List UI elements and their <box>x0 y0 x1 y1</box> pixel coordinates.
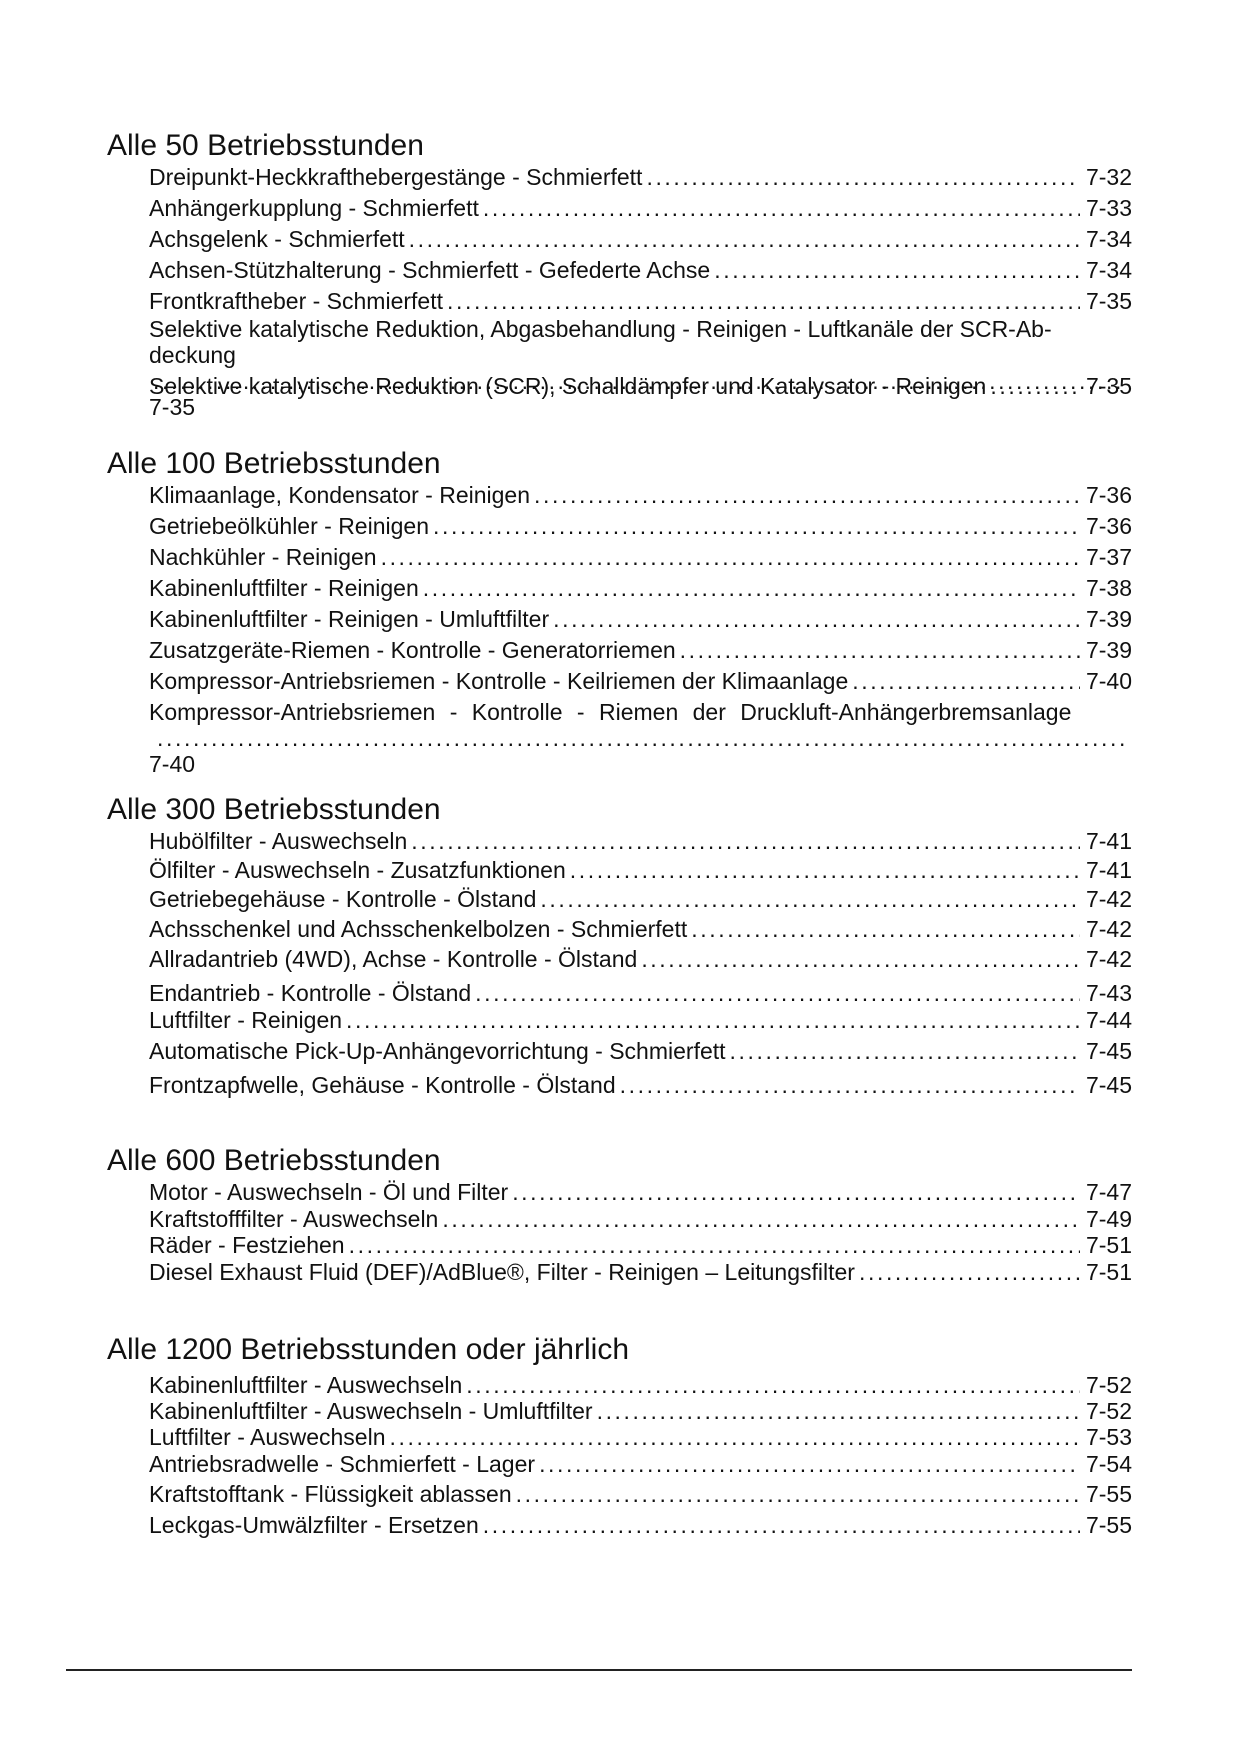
toc-entry[interactable] <box>149 1398 1132 1424</box>
entry-label: Getriebeölkühler - Reinigen <box>149 513 429 539</box>
toc-entry[interactable] <box>149 1451 1132 1481</box>
dot-leader <box>553 606 1080 632</box>
dot-leader <box>349 1232 1080 1258</box>
toc-entry[interactable] <box>149 257 1132 288</box>
entry-label: deckung <box>149 342 236 368</box>
dot-leader <box>157 725 1126 751</box>
entry-label: Kraftstofffilter - Auswechseln <box>149 1206 439 1232</box>
entry-page: 7-34 <box>1085 226 1132 252</box>
entry-label: Kabinenluftfilter - Auswechseln - Umluftfilter <box>149 1398 593 1424</box>
entry-page: 7-38 <box>1085 575 1132 601</box>
entry-page: 7-52 <box>1085 1398 1132 1424</box>
toc-entry[interactable] <box>149 482 1132 513</box>
entry-page: 7-52 <box>1085 1372 1132 1398</box>
dot-leader <box>570 857 1080 883</box>
entry-page: 7-42 <box>1085 916 1132 942</box>
entry-label: Nachkühler - Reinigen <box>149 544 377 570</box>
dot-leader <box>730 1038 1080 1064</box>
entry-page: 7-42 <box>1085 886 1132 912</box>
entry-page: 7-55 <box>1085 1481 1132 1507</box>
entry-label: Kraftstofftank - Flüssigkeit ablassen <box>149 1481 512 1507</box>
dot-leader <box>483 195 1080 221</box>
toc-entry[interactable] <box>149 544 1132 575</box>
section-title: Alle 600 Betriebsstunden <box>107 1144 441 1177</box>
dot-leader <box>409 226 1080 252</box>
entry-list <box>149 482 1132 777</box>
dot-leader <box>597 1398 1080 1424</box>
entry-list <box>149 1372 1132 1543</box>
entry-page: 7-47 <box>1085 1179 1132 1205</box>
dot-leader <box>433 513 1080 539</box>
entry-page: 7-41 <box>1085 828 1132 854</box>
section-title: Alle 300 Betriebsstunden <box>107 793 441 826</box>
toc-entry[interactable] <box>149 1072 1132 1103</box>
dot-leader <box>346 1007 1080 1033</box>
entry-label: Kompressor-Antriebsriemen - Kontrolle - Keilriemen der Klimaanlage <box>149 668 849 694</box>
entry-label: Luftfilter - Reinigen <box>149 1007 343 1033</box>
dot-leader <box>381 544 1080 570</box>
dot-leader <box>691 916 1080 942</box>
toc-entry[interactable] <box>149 980 1132 1007</box>
section-1200h <box>107 1332 1132 1543</box>
dot-leader <box>540 886 1080 912</box>
entry-page: 7-44 <box>1085 1007 1132 1033</box>
entry-page: 7-39 <box>1085 606 1132 632</box>
entry-label: Zusatzgeräte-Riemen - Kontrolle - Generatorriemen <box>149 637 676 663</box>
dot-leader <box>646 164 1080 190</box>
toc-entry[interactable] <box>149 1038 1132 1072</box>
entry-label: Kabinenluftfilter - Reinigen <box>149 575 419 601</box>
entry-label: Hubölfilter - Auswechseln <box>149 828 408 854</box>
dot-leader <box>390 1424 1080 1450</box>
dot-leader <box>714 257 1080 283</box>
entry-page: 7-35 <box>1085 373 1132 399</box>
toc-entry[interactable] <box>149 1481 1132 1512</box>
entry-page: 7-43 <box>1085 980 1132 1006</box>
entry-page: 7-40 <box>1085 668 1132 694</box>
toc-entry[interactable] <box>149 1372 1132 1398</box>
entry-label: Leckgas-Umwälzfilter - Ersetzen <box>149 1512 479 1538</box>
entry-list <box>149 1179 1132 1286</box>
entry-label: Motor - Auswechseln - Öl und Filter <box>149 1179 509 1205</box>
toc-entry[interactable] <box>149 857 1132 886</box>
entry-page: 7-41 <box>1085 857 1132 883</box>
entry-page: 7-51 <box>1085 1232 1132 1258</box>
toc-entry[interactable] <box>149 637 1132 668</box>
entry-label: Frontzapfwelle, Gehäuse - Kontrolle - Ölstand <box>149 1072 616 1098</box>
entry-page: 7-34 <box>1085 257 1132 283</box>
toc-entry[interactable] <box>149 513 1132 544</box>
section-title: Alle 100 Betriebsstunden <box>107 447 441 480</box>
entry-label: Dreipunkt-Heckkrafthebergestänge - Schmierfett <box>149 164 643 190</box>
toc-entry[interactable] <box>149 946 1132 980</box>
entry-label: Ölfilter - Auswechseln - Zusatzfunktionen <box>149 857 566 883</box>
dot-leader <box>475 980 1080 1006</box>
toc-entry[interactable] <box>149 1424 1132 1451</box>
dot-leader <box>680 637 1080 663</box>
entry-label: Achsen-Stützhalterung - Schmierfett - Gefederte Achse <box>149 257 711 283</box>
dot-leader <box>641 946 1080 972</box>
toc-entry[interactable] <box>149 164 1132 195</box>
entry-page: 7-54 <box>1085 1451 1132 1477</box>
entry-page: 7-35 <box>1085 288 1132 314</box>
entry-page: 7-36 <box>1085 513 1132 539</box>
toc-entry[interactable] <box>149 886 1132 916</box>
entry-page: 7-36 <box>1085 482 1132 508</box>
entry-list <box>149 164 1132 420</box>
toc-entry[interactable] <box>149 1512 1132 1543</box>
dot-leader <box>539 1451 1080 1477</box>
dot-leader <box>423 575 1080 601</box>
section-50h <box>107 128 1132 420</box>
entry-page: 7-49 <box>1085 1206 1132 1232</box>
entry-label: Anhängerkupplung - Schmierfett <box>149 195 479 221</box>
entry-page: 7-45 <box>1085 1072 1132 1098</box>
dot-leader <box>516 1481 1080 1507</box>
entry-label: Getriebegehäuse - Kontrolle - Ölstand <box>149 886 537 912</box>
entry-label: Kabinenluftfilter - Auswechseln <box>149 1372 463 1398</box>
toc-entry[interactable] <box>149 1259 1132 1286</box>
toc-entry[interactable] <box>149 916 1132 946</box>
entry-page: 7-42 <box>1085 946 1132 972</box>
entry-page: 7-39 <box>1085 637 1132 663</box>
entry-label: Selektive katalytische Reduktion (SCR), Schalldämpfer und Katalysator - Reinigen <box>149 373 987 399</box>
section-100h <box>107 446 1132 777</box>
dot-leader <box>411 828 1080 854</box>
entry-page: 7-51 <box>1085 1259 1132 1285</box>
section-title: Alle 1200 Betriebsstunden oder jährlich <box>107 1333 629 1366</box>
toc-entry[interactable] <box>149 1206 1132 1232</box>
section-title: Alle 50 Betriebsstunden <box>107 129 424 162</box>
entry-label: Antriebsradwelle - Schmierfett - Lager <box>149 1451 536 1477</box>
toc-entry[interactable] <box>149 1232 1132 1259</box>
dot-leader <box>466 1372 1080 1398</box>
entry-page: 7-37 <box>1085 544 1132 570</box>
entry-page: 7-40 <box>149 751 196 777</box>
entry-label: Frontkraftheber - Schmierfett <box>149 288 443 314</box>
entry-page: 7-55 <box>1085 1512 1132 1538</box>
toc-entry[interactable] <box>149 606 1132 637</box>
toc-entry[interactable] <box>149 668 1132 699</box>
entry-label: Luftfilter - Auswechseln <box>149 1424 386 1450</box>
entry-page: 7-53 <box>1085 1424 1132 1450</box>
entry-page: 7-45 <box>1085 1038 1132 1064</box>
dot-leader <box>852 668 1080 694</box>
entry-list <box>149 828 1132 1103</box>
entry-label: Diesel Exhaust Fluid (DEF)/AdBlue®, Filter - Reinigen – Leitungsfilter <box>149 1259 855 1285</box>
dot-leader <box>512 1179 1080 1205</box>
section-300h <box>107 792 1132 1103</box>
entry-label: Klimaanlage, Kondensator - Reinigen <box>149 482 531 508</box>
entry-label: Achsschenkel und Achsschenkelbolzen - Schmierfett <box>149 916 688 942</box>
dot-leader <box>447 288 1080 314</box>
footer-rule <box>66 1669 1132 1671</box>
toc-entry[interactable] <box>149 373 1132 404</box>
dot-leader <box>483 1512 1080 1538</box>
entry-page: 7-35 <box>149 394 196 420</box>
entry-page: 7-32 <box>1085 164 1132 190</box>
entry-label: Räder - Festziehen <box>149 1232 345 1258</box>
toc-entry[interactable] <box>149 288 1132 316</box>
dot-leader <box>534 482 1080 508</box>
entry-page: 7-33 <box>1085 195 1132 221</box>
toc-entry[interactable] <box>149 699 1132 777</box>
entry-label-line1: Selektive katalytische Reduktion, Abgasbehandlung - Reinigen - Luftkanäle der SCR-Ab- <box>149 316 1052 342</box>
toc-entry[interactable] <box>149 828 1132 857</box>
entry-label: Achsgelenk - Schmierfett <box>149 226 405 252</box>
dot-leader <box>442 1206 1080 1232</box>
toc-entry[interactable] <box>149 1007 1132 1038</box>
entry-label-line1: Kompressor-Antriebsriemen - Kontrolle - Riemen der Druckluft-Anhängerbremsanlage <box>149 699 1072 725</box>
dot-leader <box>620 1072 1080 1098</box>
entry-label: Endantrieb - Kontrolle - Ölstand <box>149 980 472 1006</box>
entry-label: Kabinenluftfilter - Reinigen - Umluftfilter <box>149 606 550 632</box>
dot-leader <box>859 1259 1080 1285</box>
toc-entry[interactable] <box>149 575 1132 606</box>
toc-entry[interactable] <box>149 226 1132 257</box>
entry-label: Allradantrieb (4WD), Achse - Kontrolle - Ölstand <box>149 946 638 972</box>
section-600h <box>107 1143 1132 1286</box>
toc-entry[interactable] <box>149 195 1132 226</box>
toc-entry[interactable] <box>149 1179 1132 1206</box>
entry-label: Automatische Pick-Up-Anhängevorrichtung - Schmierfett <box>149 1038 726 1064</box>
dot-leader <box>990 373 1080 399</box>
